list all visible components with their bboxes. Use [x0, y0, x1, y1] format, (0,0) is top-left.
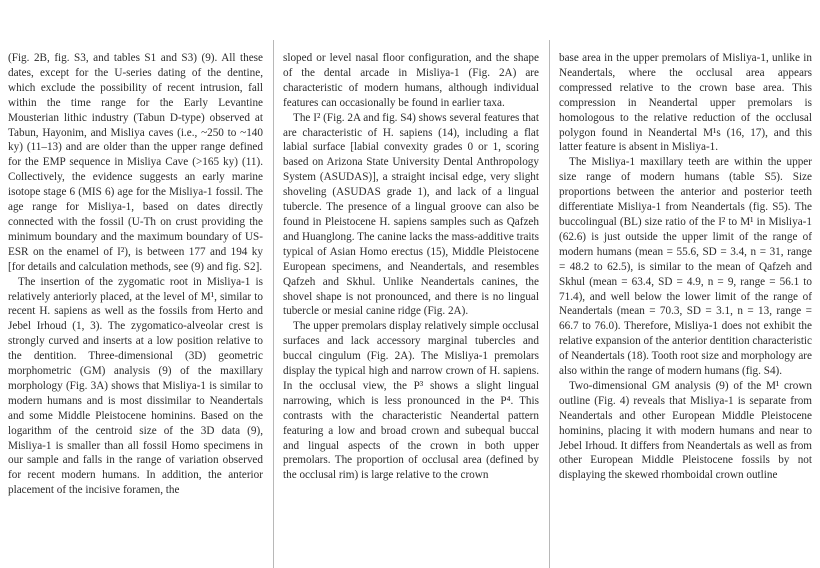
- paragraph: Two-dimensional GM analysis (9) of the M¹ crown outline (Fig. 4) reveals that Misliya-1 is separate from Neandertals and other European Middle Pleistocene hominins, placing it with modern humans and near to Jebel Irhoud. It differs from Neandertals as well as from other European Middle Pleistocene fossils by not displaying the skewed rhomboidal crown outline: [559, 379, 812, 482]
- paragraph: The insertion of the zygomatic root in Misliya-1 is relatively anteriorly placed, at the level of M¹, similar to recent H. sapiens as well as the fossils from Herto and Jebel Irhoud (1, 3). The zygomatico-alveolar crest is strongly curved and inserts at a low position relative to the dentition. Three-dimensional (3D) geometric morphometric (GM) analysis (9) of the maxillary morphology (Fig. 3A) shows that Misliya-1 is similar to modern humans and is most dissimilar to Neandertals and some Middle Pleistocene hominins. Based on the logarithm of the centroid size of the 3D data (9), Misliya-1 is smaller than all fossil Homo specimens in our sample and falls in the range of variation observed for recent modern humans. In addition, the anterior placement of the incisive foramen, the: [8, 275, 263, 497]
- paragraph: The Misliya-1 maxillary teeth are within the upper size range of modern humans (table S5). Size proportions between the anterior and posterior teeth differentiate Misliya-1 from Neandertals (fig. S5). The buccolingual (BL) size ratio of the I² to M¹ in Misliya-1 (62.6) is just outside the upper limit of the range of modern humans (mean = 55.6, SD = 3.4, n = 31, range = 48.2 to 62.5), is similar to the mean of Qafzeh and Skhul (mean = 63.4, SD = 4.9, n = 9, range = 56.1 to 71.4), and well below the lower limit of the range of Neandertals (mean = 70.3, SD = 3.1, n = 13, range = 66.7 to 76.0). Therefore, Misliya-1 does not exhibit the relative expansion of the anterior dentition characteristic of Neandertals (18). Tooth root size and morphology are also within the range of modern humans (fig. S4).: [559, 156, 812, 378]
- paragraph: base area in the upper premolars of Misliya-1, unlike in Neandertals, where the occlusal area appears compressed relative to the crown base area. This compression in Neandertal upper premolars is homologous to the relative reduction of the occlusal polygon found in Neandertal M¹s (16, 17), and this latter feature is absent in Misliya-1.: [559, 52, 812, 154]
- column-divider: [549, 40, 550, 568]
- text-column-2: [283, 51, 539, 568]
- paragraph: (Fig. 2B, fig. S3, and tables S1 and S3) (9). All these dates, except for the U-series dating of the dentine, which exclude the possibility of recent intrusion, fall within the time range for the Early Levantine Mousterian lithic industry (Tabun D-type) observed at Tabun, Hayonim, and Misliya caves (i.e., ~250 to ~140 ky) (11–13) and are older than the upper range defined for the EMP sequence in Misliya Cave (>165 ky) (11). Collectively, the evidence suggests an early marine isotope stage 6 (MIS 6) age for the Misliya-1 fossil. The age range for Misliya-1, based on dates directly connected with the fossil (U-Th on crust providing the minimum boundary and the maximum boundary of US-ESR on the enamel of I²), is between 177 and 194 ky [for details and calculation methods, see (9) and fig. S2].: [8, 52, 263, 273]
- column-divider: [273, 40, 274, 568]
- paragraph: sloped or level nasal floor configuration, and the shape of the dental arcade in Misliya-1 (Fig. 2A) are characteristic of modern humans, although individual features can occasionally be found in earlier taxa.: [283, 52, 539, 109]
- text-column-3: [559, 51, 812, 568]
- paragraph: The upper premolars display relatively simple occlusal surfaces and lack accessory marginal tubercles and buccal cingulum (Fig. 2A). The Misliya-1 premolars display the typical high and narrow crown of H. sapiens. In the occlusal view, the P³ shows a slight lingual narrowing, which is less pronounced in the P⁴. This contrasts with the characteristic Neandertal pattern featuring a low and broad crown and subequal buccal and lingual aspects of the crown in both upper premolars. The proportion of occlusal area (defined by the occlusal rim) is large relative to the crown: [283, 320, 539, 482]
- paragraph: The I² (Fig. 2A and fig. S4) shows several features that are characteristic of H. sapiens (14), including a flat labial surface [labial convexity grades 0 or 1, scoring based on Arizona State University Dental Anthropology System (ASUDAS)], a straight incisal edge, very slight shoveling (ASUDAS grade 1), and lack of a lingual tubercle. The presence of a lingual groove can also be found in Pleistocene H. sapiens samples such as Qafzeh and Huanglong. The canine lacks the mass-additive traits typical of Asian Homo erectus (15), Middle Pleistocene European specimens, and Neandertals, and resembles Qafzeh and Skhul. Unlike Neandertals canines, the shovel shape is not pronounced, and there is no lingual tubercle or mesial canine ridge (Fig. 2A).: [283, 111, 539, 318]
- text-column-1: [8, 51, 263, 568]
